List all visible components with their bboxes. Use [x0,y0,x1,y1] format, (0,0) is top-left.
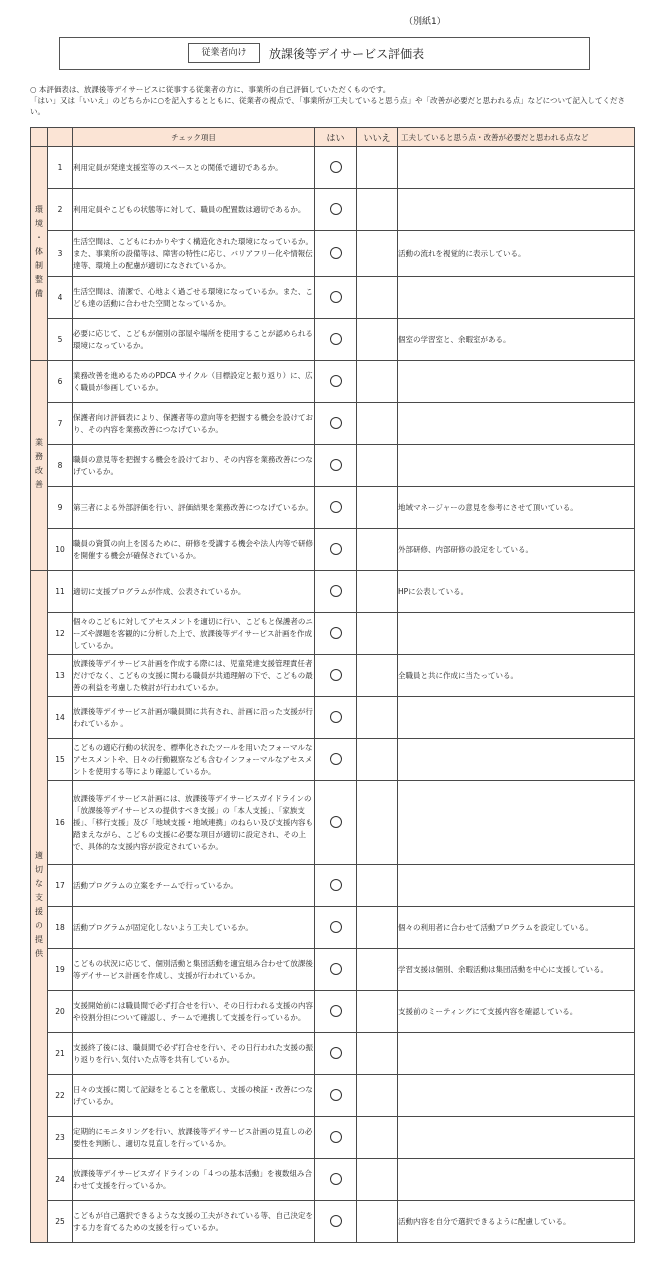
audience-label: 従業者向け [188,43,260,63]
notes-cell[interactable] [398,189,635,231]
no-cell[interactable] [357,949,398,991]
table-row [31,655,635,697]
check-item-text: こどもの状況に応じて、個別活動と集団活動を適宜組み合わせて放課後等デイサービス計画を作成し、支援が行われているか。 [73,949,315,991]
category-cell [31,571,48,1243]
check-item-text: 活動プログラムが固定化しないよう工夫しているか。 [73,907,315,949]
yes-cell[interactable] [315,1201,357,1243]
item-number: 25 [48,1201,73,1243]
check-item-text: 生活空間は、清潔で、心地よく過ごせる環境になっているか。また、こども達の活動に合わせた空間となっているか。 [73,277,315,319]
yes-cell[interactable] [315,487,357,529]
notes-cell[interactable] [398,1075,635,1117]
notes-cell[interactable] [398,403,635,445]
check-item-text: こどもが自己選択できるような支援の工夫がされている等、自己決定をする力を育てるための支援を行っているか。 [73,1201,315,1243]
notes-cell[interactable]: 学習支援は個別、余暇活動は集団活動を中心に支援している。 [398,949,635,991]
table-row [31,697,635,739]
circle-mark-icon [330,417,342,429]
yes-cell[interactable] [315,231,357,277]
notes-cell[interactable] [398,781,635,865]
circle-mark-icon [330,543,342,555]
no-cell[interactable] [357,1159,398,1201]
table-row [31,1075,635,1117]
yes-cell[interactable] [315,613,357,655]
notes-cell[interactable]: 個々の利用者に合わせて活動プログラムを設定している。 [398,907,635,949]
notes-cell[interactable]: 活動内容を自分で選択できるように配慮している。 [398,1201,635,1243]
notes-cell[interactable]: HPに公表している。 [398,571,635,613]
check-item-text: 支援開始前には職員間で必ず打合せを行い、その日行われる支援の内容や役割分担について確認し、チームで連携して支援を行っているか。 [73,991,315,1033]
circle-mark-icon [330,879,342,891]
circle-mark-icon [330,375,342,387]
yes-cell[interactable] [315,147,357,189]
item-number: 7 [48,403,73,445]
yes-cell[interactable] [315,697,357,739]
item-number: 4 [48,277,73,319]
no-cell[interactable] [357,571,398,613]
no-cell[interactable] [357,865,398,907]
no-cell[interactable] [357,403,398,445]
intro-line: 「はい」又は「いいえ」のどちらかに○を記入するとともに、従業者の視点で、「事業所が工夫していると思う点」や「改善が必要だと思われる点」などについて記入してくださ [30,96,625,105]
no-cell[interactable] [357,781,398,865]
yes-cell[interactable] [315,189,357,231]
yes-cell[interactable] [315,907,357,949]
circle-mark-icon [330,963,342,975]
header-notes: 工夫していると思う点・改善が必要だと思われる点など [398,128,635,147]
table-row [31,1201,635,1243]
category-label: 環境・体制整備 [34,204,44,303]
header-category [31,128,48,147]
item-number: 19 [48,949,73,991]
notes-cell[interactable] [398,1117,635,1159]
table-row [31,361,635,403]
item-number: 11 [48,571,73,613]
check-item-text: 適切に支援プログラムが作成、公表されているか。 [73,571,315,613]
notes-cell[interactable] [398,865,635,907]
check-item-text: 個々のこどもに対してアセスメントを適切に行い、こどもと保護者のニーズや課題を客観的に分析した上で、放課後等デイサービス計画を作成しているか。 [73,613,315,655]
circle-mark-icon [330,1089,342,1101]
table-row [31,403,635,445]
item-number: 18 [48,907,73,949]
yes-cell[interactable] [315,319,357,361]
no-cell[interactable] [357,231,398,277]
check-item-text: 放課後等デイサービス計画が職員間に共有され、計画に沿った支援が行われているか 。 [73,697,315,739]
table-row [31,1117,635,1159]
no-cell[interactable] [357,361,398,403]
check-item-text: 放課後等デイサービス計画には、放課後等デイサービスガイドラインの「放課後等デイサービスの提供すべき支援」の「本人支援」、「家族支援」、「移行支援」及び「地域支援・地域連携」のねらい及び支援内容も踏まえながら、こどもの支援に必要な項目が適切に設定され、その上で、具体的な支援内容が設定されているか。 [73,781,315,865]
item-number: 10 [48,529,73,571]
circle-mark-icon [330,921,342,933]
item-number: 15 [48,739,73,781]
no-cell[interactable] [357,655,398,697]
yes-cell[interactable] [315,949,357,991]
yes-cell[interactable] [315,571,357,613]
check-item-text: 職員の資質の向上を図るために、研修を受講する機会や法人内等で研修を開催する機会が確保されているか。 [73,529,315,571]
check-item-text: 活動プログラムの立案をチームで行っているか。 [73,865,315,907]
circle-mark-icon [330,247,342,259]
yes-cell[interactable] [315,403,357,445]
circle-mark-icon [330,753,342,765]
no-cell[interactable] [357,739,398,781]
circle-mark-icon [330,1131,342,1143]
table-row [31,571,635,613]
item-number: 12 [48,613,73,655]
table-body [31,147,635,1243]
header-number [48,128,73,147]
item-number: 8 [48,445,73,487]
notes-cell[interactable] [398,1033,635,1075]
check-item-text: 保護者向け評価表により、保護者等の意向等を把握する機会を設けており、その内容を業務改善につなげているか。 [73,403,315,445]
no-cell[interactable] [357,991,398,1033]
item-number: 9 [48,487,73,529]
header-yes: はい [315,128,357,147]
no-cell[interactable] [357,277,398,319]
no-cell[interactable] [357,613,398,655]
yes-cell[interactable] [315,991,357,1033]
check-item-text: 定期的にモニタリングを行い、放課後等デイサービス計画の見直しの必要性を判断し、適切な見直しを行っているか。 [73,1117,315,1159]
table-row [31,147,635,189]
item-number: 22 [48,1075,73,1117]
check-item-text: 利用定員やこどもの状態等に対して、職員の配置数は適切であるか。 [73,189,315,231]
item-number: 23 [48,1117,73,1159]
notes-cell[interactable]: 支援前のミーティングにて支援内容を確認している。 [398,991,635,1033]
page-title: 放課後等デイサービス評価表 [269,47,425,61]
item-number: 16 [48,781,73,865]
notes-cell[interactable] [398,277,635,319]
check-item-text: 第三者による外部評価を行い、評価結果を業務改善につなげているか。 [73,487,315,529]
no-cell[interactable] [357,147,398,189]
no-cell[interactable] [357,1117,398,1159]
check-item-text: こどもの適応行動の状況を、標準化されたツールを用いたフォーマルなアセスメントや、日々の行動観察なども含むインフォーマルなアセスメントを使用する等により確認しているか。 [73,739,315,781]
no-cell[interactable] [357,319,398,361]
notes-cell[interactable] [398,445,635,487]
no-cell[interactable] [357,907,398,949]
check-item-text: 業務改善を進めるためのPDCA サイクル（目標設定と振り返り）に、広く職員が参画しているか。 [73,361,315,403]
no-cell[interactable] [357,445,398,487]
notes-cell[interactable] [398,1159,635,1201]
item-number: 20 [48,991,73,1033]
notes-cell[interactable]: 外部研修、内部研修の設定をしている。 [398,529,635,571]
table-row [31,865,635,907]
category-label: 業務改善 [34,437,44,494]
check-item-text: 日々の支援に関して記録をとることを徹底し、支援の検証・改善につなげているか。 [73,1075,315,1117]
circle-mark-icon [330,816,342,828]
intro-line: ○ 本評価表は、放課後等デイサービスに従事する従業者の方に、事業所の自己評価していただくものです。 [30,85,391,94]
check-item-text: 支援終了後には、職員間で必ず打合せを行い、その日行われた支援の振り返りを行い､気付いた点等を共有しているか。 [73,1033,315,1075]
circle-mark-icon [330,203,342,215]
no-cell[interactable] [357,529,398,571]
notes-cell[interactable]: 活動の流れを視覚的に表示している。 [398,231,635,277]
circle-mark-icon [330,585,342,597]
item-number: 6 [48,361,73,403]
evaluation-table [30,127,635,1243]
intro-line: い。 [30,107,45,116]
item-number: 3 [48,231,73,277]
circle-mark-icon [330,161,342,173]
yes-cell[interactable] [315,1075,357,1117]
notes-cell[interactable] [398,697,635,739]
check-item-text: 生活空間は、こどもにわかりやすく構造化された環境になっているか。また、事業所の設備等は、障害の特性に応じ、バリアフリー化や情報伝達等、環境上の配慮が適切になされているか。 [73,231,315,277]
table-row [31,991,635,1033]
table-row [31,445,635,487]
yes-cell[interactable] [315,277,357,319]
item-number: 24 [48,1159,73,1201]
check-item-text: 職員の意見等を把握する機会を設けており、その内容を業務改善につなげているか。 [73,445,315,487]
circle-mark-icon [330,459,342,471]
table-row [31,949,635,991]
table-row [31,1159,635,1201]
yes-cell[interactable] [315,361,357,403]
intro-text [30,84,640,117]
check-item-text: 放課後等デイサービスガイドラインの「４つの基本活動」を複数組み合わせて支援を行っているか。 [73,1159,315,1201]
category-cell [31,361,48,571]
yes-cell[interactable] [315,781,357,865]
annex-label: （別紙1） [404,17,446,27]
yes-cell[interactable] [315,529,357,571]
header-no: いいえ [357,128,398,147]
circle-mark-icon [330,501,342,513]
yes-cell[interactable] [315,865,357,907]
table-row [31,319,635,361]
check-item-text: 必要に応じて、こどもが個別の部屋や場所を使用することが認められる環境になっているか。 [73,319,315,361]
circle-mark-icon [330,1005,342,1017]
table-row [31,781,635,865]
circle-mark-icon [330,1215,342,1227]
notes-cell[interactable] [398,361,635,403]
table-row [31,1033,635,1075]
item-number: 17 [48,865,73,907]
check-item-text: 放課後等デイサービス計画を作成する際には、児童発達支援管理責任者だけでなく、こどもの支援に関わる職員が共通理解の下で、こどもの最善の利益を考慮した検討が行われているか。 [73,655,315,697]
yes-cell[interactable] [315,739,357,781]
category-label: 適切な支援の提供 [34,850,44,963]
circle-mark-icon [330,1173,342,1185]
notes-cell[interactable] [398,739,635,781]
table-row [31,739,635,781]
item-number: 2 [48,189,73,231]
table-row [31,277,635,319]
header-check-item: チェック項目 [73,128,315,147]
notes-cell[interactable]: 地域マネージャーの意見を参考にさせて頂いている。 [398,487,635,529]
yes-cell[interactable] [315,1033,357,1075]
table-row [31,907,635,949]
circle-mark-icon [330,1047,342,1059]
item-number: 5 [48,319,73,361]
notes-cell[interactable]: 個室の学習室と、余暇室がある。 [398,319,635,361]
notes-cell[interactable]: 全職員と共に作成に当たっている。 [398,655,635,697]
circle-mark-icon [330,711,342,723]
circle-mark-icon [330,333,342,345]
no-cell[interactable] [357,697,398,739]
notes-cell[interactable] [398,613,635,655]
table-row [31,231,635,277]
no-cell[interactable] [357,1075,398,1117]
circle-mark-icon [330,669,342,681]
category-cell [31,147,48,361]
yes-cell[interactable] [315,655,357,697]
circle-mark-icon [330,627,342,639]
yes-cell[interactable] [315,445,357,487]
circle-mark-icon [330,291,342,303]
no-cell[interactable] [357,1201,398,1243]
table-row [31,613,635,655]
yes-cell[interactable] [315,1117,357,1159]
notes-cell[interactable] [398,147,635,189]
table-row [31,487,635,529]
item-number: 1 [48,147,73,189]
no-cell[interactable] [357,1033,398,1075]
check-item-text: 利用定員が発達支援室等のスペースとの関係で適切であるか。 [73,147,315,189]
item-number: 21 [48,1033,73,1075]
no-cell[interactable] [357,189,398,231]
no-cell[interactable] [357,487,398,529]
table-row [31,529,635,571]
title-box [59,37,590,70]
item-number: 13 [48,655,73,697]
yes-cell[interactable] [315,1159,357,1201]
item-number: 14 [48,697,73,739]
table-row [31,189,635,231]
table-header-row [31,128,635,147]
